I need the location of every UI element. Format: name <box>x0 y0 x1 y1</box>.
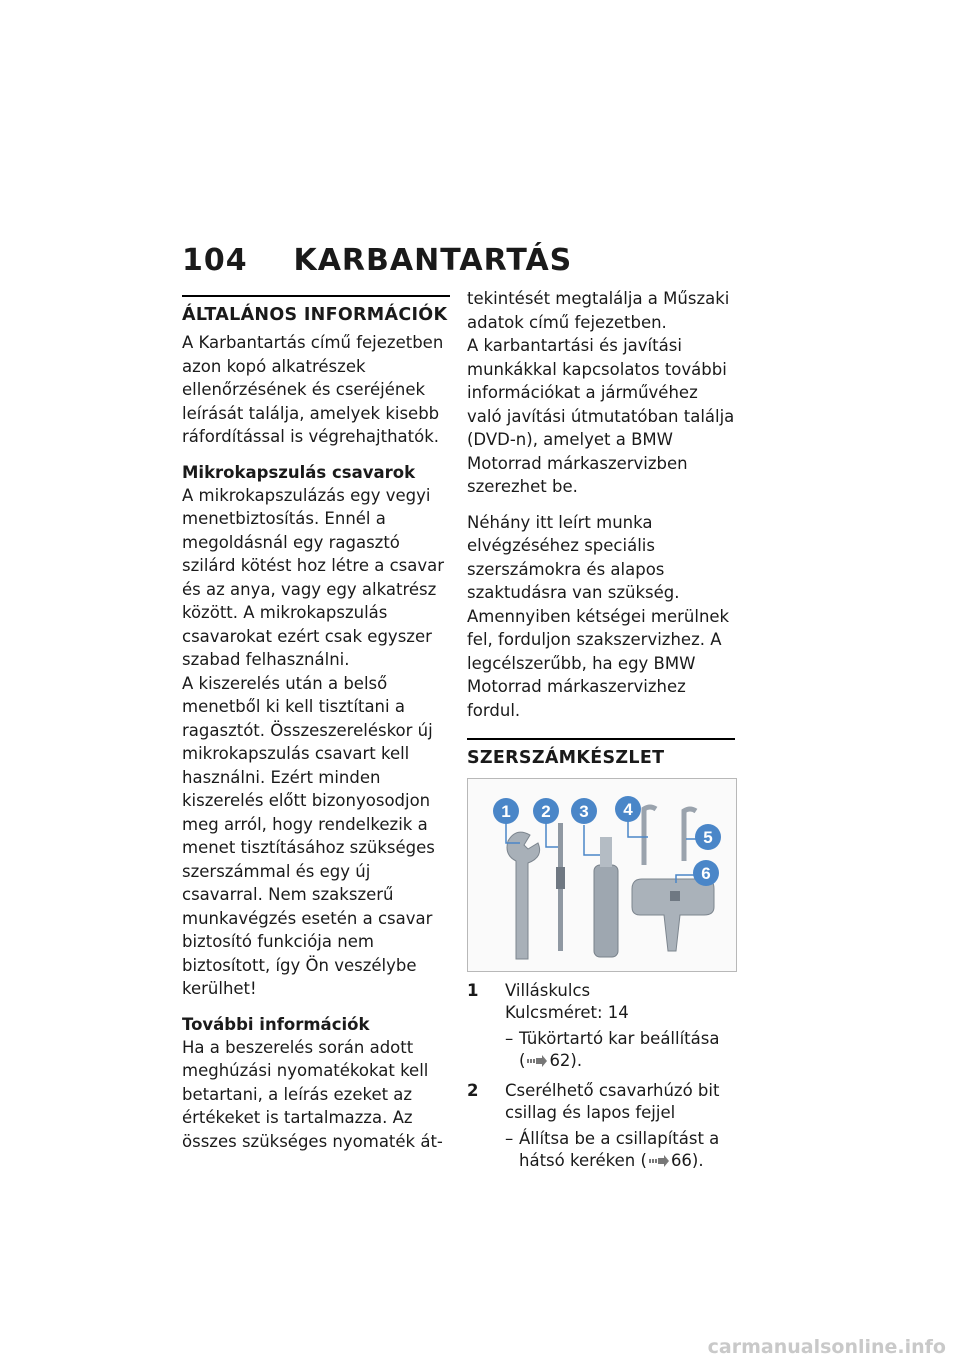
callout-6-badge <box>693 860 719 886</box>
toolkit-rule <box>467 738 735 740</box>
watermark: carmanualsonline.info <box>707 1336 946 1358</box>
section-rule <box>182 295 450 297</box>
callout-4-label: 4 <box>623 800 633 819</box>
callout-5-badge <box>695 824 721 850</box>
ref-open-paren: ( <box>640 1151 647 1170</box>
micro-title: Mikrokapszulás csavarok <box>182 462 416 482</box>
section-title-general: ÁLTALÁNOS INFORMÁCIÓK <box>182 305 448 325</box>
right-column <box>467 287 735 1172</box>
chapter-title: KARBANTARTÁS <box>293 243 573 278</box>
more-info-title: További információk <box>182 1014 370 1034</box>
ref-page: 62). <box>549 1051 583 1070</box>
right-paragraph-2: A karbantartási és javítási munkákkal kapcsolatos további információkat a járművéhez való javítási útmutatóban találja (DVD-n), amelyet a BMW Motorrad márkaszervizben szerezhet be. <box>467 336 735 496</box>
legend-line: Cserélhető csavarhúzó bit csillag és lapos fejjel <box>505 1081 720 1122</box>
legend-item-1 <box>467 980 735 1024</box>
legend-line: Kulcsméret: 14 <box>505 1003 629 1022</box>
screwdriver-handle-image <box>594 865 618 957</box>
legend-bullet-1 <box>505 1028 735 1072</box>
callout-6-label: 6 <box>701 864 711 883</box>
page-header <box>182 243 572 278</box>
callout-1-badge <box>493 798 519 824</box>
hex-key-small-image <box>684 809 696 861</box>
bullet-text: Állítsa be a csillapítást a hátsó keréken <box>519 1129 720 1170</box>
legend-number: 2 <box>467 1081 479 1100</box>
callout-1-label: 1 <box>501 802 511 821</box>
arrow-right-icon <box>527 1055 547 1067</box>
callout-2-badge <box>533 798 559 824</box>
toolkit-svg <box>468 779 736 971</box>
legend-number: 1 <box>467 981 479 1000</box>
ref-page: 66). <box>670 1151 704 1170</box>
micro-paragraph-2: A kiszerelés után a belső menetből ki kell tisztítani a ragasztót. Összeszereléskor új mikrokapszulás csavart kell használni. Ezért minden kiszerelés előtt bizonyosodjon meg arról, hogy rendelkezik a menet tisztításához szükséges szerszámmal és egy új csavarral. Nem szakszerű munkavégzés esetén a csavar biztosító funkciója nem biztosított, így Ön veszélybe kerülhet! <box>182 673 435 998</box>
legend-item-2 <box>467 1080 735 1124</box>
ref-open-paren: ( <box>519 1051 526 1070</box>
callout-5-label: 5 <box>703 828 713 847</box>
page-reference[interactable] <box>641 1150 704 1172</box>
page-reference[interactable] <box>519 1050 582 1072</box>
bullet-text: Tükörtartó kar beállítása <box>519 1029 720 1048</box>
more-info-paragraph: Ha a beszerelés során adott meghúzási nyomatékokat kell betartani, a leírás ezeket az értékeket is tartalmazza. Az összes szükséges nyomaték át- <box>182 1037 443 1151</box>
callout-4-badge <box>615 796 641 822</box>
arrow-right-icon <box>649 1155 669 1167</box>
callout-2-label: 2 <box>541 802 551 821</box>
micro-paragraph-1: A mikrokapszulázás egy vegyi menetbiztosítás. Ennél a megoldásnál egy ragasztó szilárd kötést hoz létre a csavar és az anya, vagy egy alkatrész között. A mikrokapszulás csavarokat ezért csak egyszer szabad felhasználni. <box>182 485 445 669</box>
intro-paragraph: A Karbantartás című fejezetben azon kopó alkatrészek ellenőrzésének és cseréjének leírását találja, amelyek kisebb ráfordítással is végrehajthatók. <box>182 333 444 446</box>
open-wrench-image <box>507 832 540 959</box>
legend-line: Villáskulcs <box>505 981 591 1000</box>
left-column <box>182 295 450 1153</box>
callout-3-label: 3 <box>579 802 589 821</box>
legend-bullet-2 <box>505 1128 735 1172</box>
page-number: 104 <box>182 243 248 278</box>
toolkit-illustration <box>467 778 737 972</box>
right-paragraph-3: Néhány itt leírt munka elvégzéséhez speciális szerszámokra és alapos szaktudásra van szükség. Amennyiben kétségei merülnek fel, forduljon szakszervizhez. A legcélszerűbb, ha egy BMW Motorrad márkaszervizhez fordul. <box>467 512 730 720</box>
t-handle-image <box>632 879 714 951</box>
hex-key-large-image <box>644 807 656 865</box>
callout-3-badge <box>571 798 597 824</box>
toolkit-title: SZERSZÁMKÉSZLET <box>467 748 665 768</box>
right-paragraph-1: tekintését megtalálja a Műszaki adatok című fejezetben. <box>467 289 730 332</box>
